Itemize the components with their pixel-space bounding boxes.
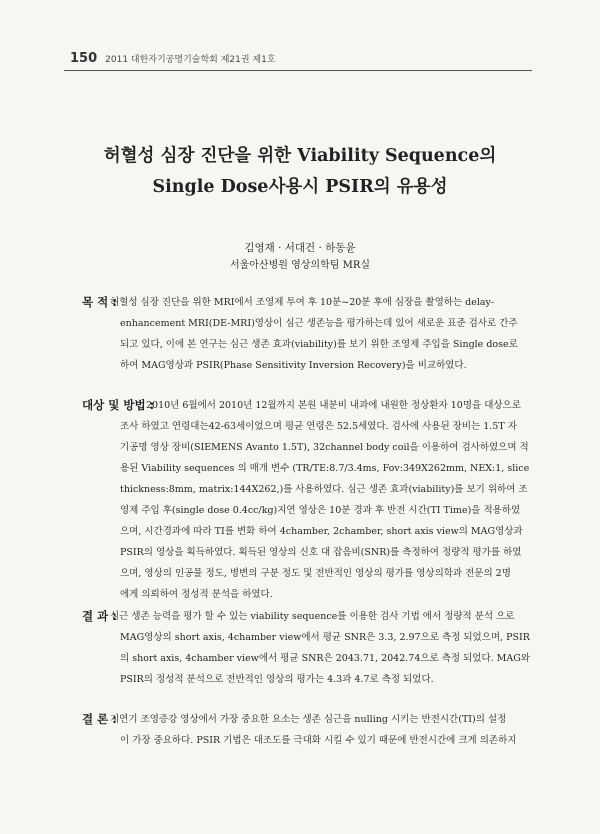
body-line: PSIR의 정성적 분석으로 전반적인 영상의 평가는 4.3과 4.7로 측정 되었다. (120, 674, 434, 685)
body-line: 으며, 영상의 인공물 정도, 병변의 구분 정도 및 전반적인 영상의 평가를 영상의학과 전문의 2명 (120, 568, 511, 579)
page-number: 150 (70, 51, 98, 66)
body-line: 조사 하였고 연령대는42-63세이었으며 평균 연령은 52.5세였다. 검사에 사용된 장비는 1.5T 자 (120, 421, 517, 432)
section-methods (82, 395, 544, 605)
body-line: 의 short axis, 4chamber view에서 평균 SNR은 2043.71, 2042.74으로 측정 되었다. MAG와 (120, 653, 531, 664)
body-line: 지연기 조영증강 영상에서 가장 중요한 요소는 생존 심근을 nulling 시키는 반전시간(TI)의 설정 (110, 714, 507, 725)
body-line: 영제 주입 후(single dose 0.4cc/kg)지연 영상은 10분 경과 후 반전 시간(TI Time)을 적용하였 (120, 505, 521, 516)
body-line: enhancement MRI(DE-MRI)영상이 심근 생존능을 평가하는데 있어 새로운 표준 검사로 간주 (120, 318, 518, 329)
section-label: 목 적 : (82, 295, 117, 309)
body-line: 심근 생존 능력을 평가 할 수 있는 viability sequence를 이용한 검사 기법 에서 정량적 분석 으로 (110, 611, 515, 622)
authors: 김영재 · 서대건 · 하동윤 (244, 242, 356, 254)
title-line-2: Single Dose사용시 PSIR의 유용성 (152, 177, 448, 197)
affiliation: 서울아산병원 영상의학팀 MR실 (229, 260, 371, 271)
paper-title (60, 141, 540, 203)
body-line: 에게 의뢰하여 정성적 분석을 하였다. (120, 589, 273, 600)
title-line-1: 허혈성 심장 진단을 위한 Viability Sequence의 (103, 146, 497, 166)
section-body (110, 709, 544, 751)
body-line: 허혈성 심장 진단을 위한 MRI에서 조영제 투여 후 10분~20분 후에 심장을 촬영하는 delay- (110, 297, 495, 308)
body-line: PSIR의 영상을 획득하였다. 획득된 영상의 신호 대 잡음비(SNR)를 측정하여 정량적 평가를 하였 (120, 547, 522, 558)
section-conclusion (82, 709, 544, 751)
body-line: MAG영상의 short axis, 4chamber view에서 평균 SNR은 3.3, 2.97으로 측정 되었으며, PSIR (120, 632, 530, 643)
section-purpose (82, 292, 544, 376)
section-label: 결 과 : (82, 609, 117, 623)
body-line: 으며, 시간경과에 따라 TI를 변화 하여 4chamber, 2chamber, short axis view의 MAG영상과 (120, 526, 523, 537)
body-line: 하여 MAG영상과 PSIR(Phase Sensitivity Inversion Recovery)을 비교하였다. (120, 360, 467, 371)
body-line: 이 가장 중요하다. PSIR 기법은 대조도를 극대화 시킬 수 있기 때문에 반전시간에 크게 의존하지 (120, 735, 517, 746)
body-line: 기공명 영상 장비(SIEMENS Avanto 1.5T), 32channel body coil을 이용하여 검사하였으며 적 (120, 442, 529, 453)
header-rule (64, 70, 532, 71)
section-body (110, 606, 544, 690)
section-results (82, 606, 544, 690)
running-header (70, 51, 276, 67)
section-label: 결 론 : (82, 712, 117, 726)
section-body (110, 292, 544, 376)
body-line: 용된 Viability sequences 의 매개 변수 (TR/TE:8.7/3.4ms, Fov:349X262mm, NEX:1, slice (120, 463, 530, 474)
section-body (120, 395, 544, 605)
journal-title: 2011 대한자기공명기술학회 제21권 제1호 (105, 55, 276, 65)
body-line: thickness:8mm, matrix:144X262,)를 사용하였다. 심근 생존 효과(viability)를 보기 위하여 조 (120, 484, 528, 495)
section-label: 대상 및 방법 : (82, 398, 155, 412)
body-line: 되고 있다, 이에 본 연구는 심근 생존 효과(viability)를 보기 위한 조영제 주입을 Single dose로 (120, 339, 518, 350)
body-line: 2010년 6월에서 2010년 12월까지 본원 내분비 내과에 내원한 정상환자 10명을 대상으로 (146, 400, 521, 411)
